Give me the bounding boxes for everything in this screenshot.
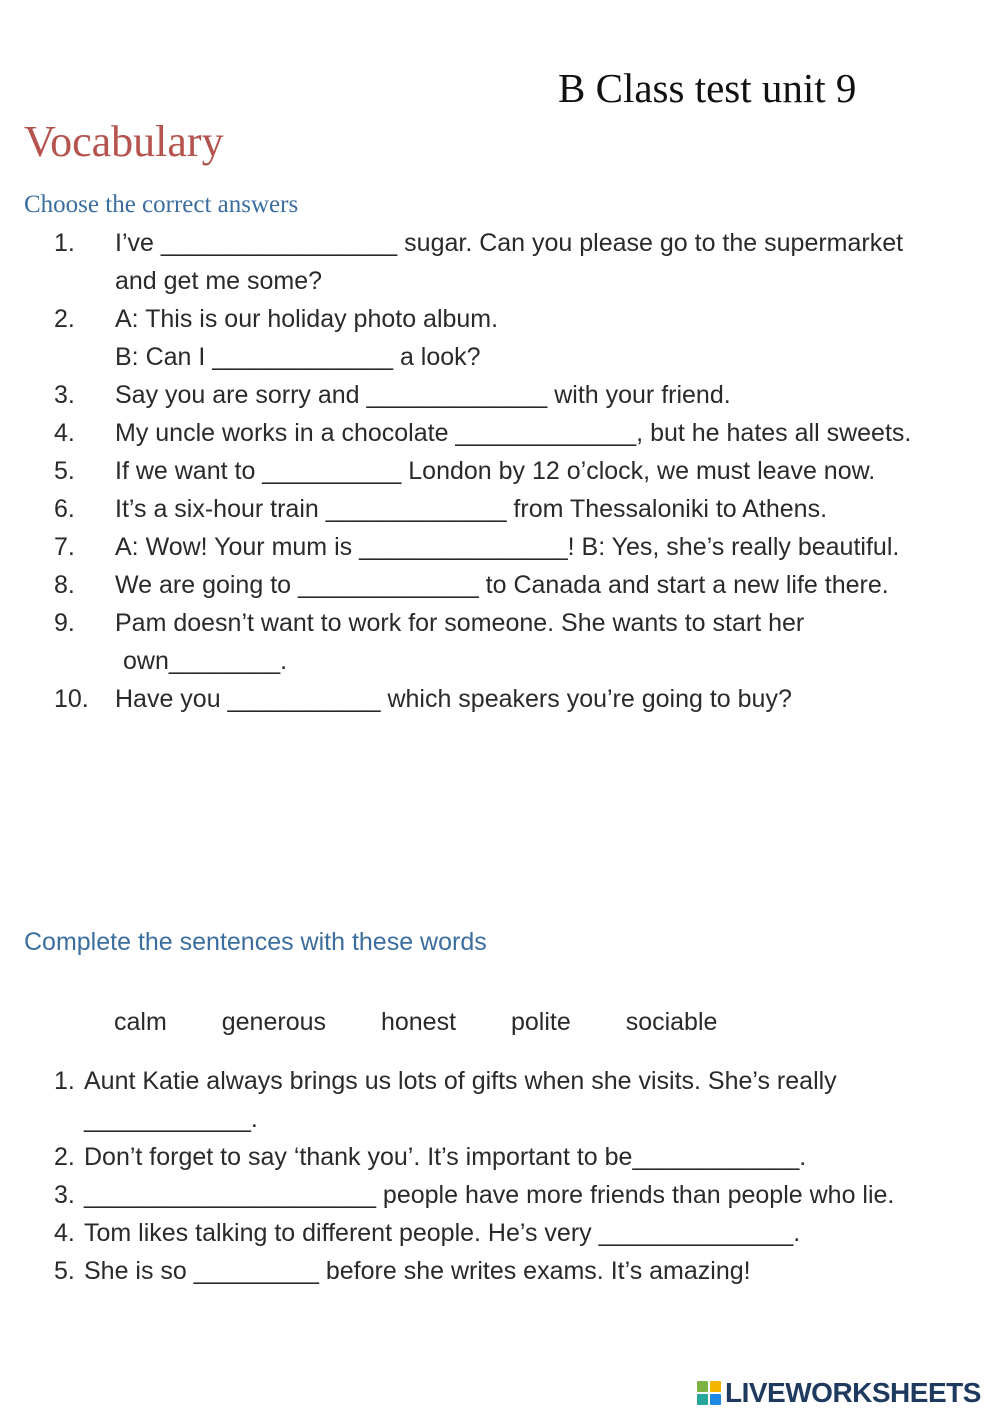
question-item — [0, 1138, 1000, 1176]
question-text[interactable]: We are going to _____________ to Canada and start a new life there. — [115, 571, 889, 599]
question-number: 6. — [54, 495, 75, 523]
question-item — [0, 528, 1000, 566]
question-item — [0, 1062, 1000, 1138]
question-text[interactable]: My uncle works in a chocolate _____________, but he hates all sweets. — [115, 419, 912, 447]
question-item — [0, 376, 1000, 414]
question-number: 9. — [54, 609, 75, 637]
question-item — [0, 452, 1000, 490]
question-item — [0, 1214, 1000, 1252]
word-bank — [114, 1008, 765, 1037]
section2-question-list — [0, 1062, 1000, 1290]
section2-instruction: Complete the sentences with these words — [24, 928, 487, 956]
page-title: B Class test unit 9 — [558, 65, 857, 111]
question-text[interactable]: If we want to __________ London by 12 o’clock, we must leave now. — [115, 457, 876, 485]
question-number: 3. — [54, 1181, 75, 1209]
question-item — [0, 604, 1000, 680]
question-text[interactable]: I’ve _________________ sugar. Can you please go to the supermarket and get me some? — [115, 229, 904, 295]
word-bank-item: calm — [114, 1008, 167, 1036]
question-text[interactable]: Aunt Katie always brings us lots of gifts when she visits. She’s really ____________. — [84, 1067, 837, 1133]
logo-square-icon — [710, 1394, 721, 1405]
question-text[interactable]: Tom likes talking to different people. He’s very ______________. — [84, 1219, 801, 1247]
word-bank-item: polite — [510, 1008, 571, 1036]
question-number: 3. — [54, 381, 75, 409]
question-text-line1: Pam doesn’t want to work for someone. She wants to start her — [115, 609, 805, 637]
question-text[interactable]: Don’t forget to say ‘thank you’. It’s important to be____________. — [84, 1143, 807, 1171]
logo-mark-icon — [697, 1381, 721, 1405]
question-number: 5. — [54, 1257, 75, 1285]
question-item — [0, 490, 1000, 528]
question-number: 4. — [54, 1219, 75, 1247]
word-bank-item: generous — [221, 1008, 326, 1036]
section1-instruction: Choose the correct answers — [24, 191, 299, 218]
question-item — [0, 414, 1000, 452]
question-number: 2. — [54, 1143, 75, 1171]
question-number: 1. — [54, 229, 75, 257]
section-heading: Vocabulary — [24, 117, 224, 166]
question-number: 5. — [54, 457, 75, 485]
word-bank-item: sociable — [625, 1008, 718, 1036]
word-bank-item: honest — [380, 1008, 457, 1036]
liveworksheets-logo[interactable] — [697, 1376, 993, 1410]
question-text[interactable]: Say you are sorry and _____________ with your friend. — [115, 381, 731, 409]
question-text[interactable]: A: Wow! Your mum is _______________! B: Yes, she’s really beautiful. — [115, 533, 900, 561]
logo-square-icon — [697, 1394, 708, 1405]
question-number: 8. — [54, 571, 75, 599]
question-text-line1: A: This is our holiday photo album. — [115, 305, 499, 333]
question-item — [0, 1252, 1000, 1290]
question-number: 4. — [54, 419, 75, 447]
question-number: 7. — [54, 533, 75, 561]
question-text-line2[interactable]: B: Can I _____________ a look? — [115, 343, 481, 371]
question-text-line2[interactable]: own________. — [123, 647, 288, 675]
question-number: 2. — [54, 305, 75, 333]
question-text[interactable]: _____________________ people have more friends than people who lie. — [84, 1181, 895, 1209]
question-text[interactable]: It’s a six-hour train _____________ from Thessaloniki to Athens. — [115, 495, 828, 523]
question-number: 1. — [54, 1067, 75, 1095]
question-item — [0, 680, 1000, 718]
question-text[interactable]: Have you ___________ which speakers you’re going to buy? — [115, 685, 792, 713]
logo-square-icon — [710, 1381, 721, 1392]
question-item — [0, 566, 1000, 604]
question-number: 10. — [54, 685, 89, 713]
question-text[interactable]: She is so _________ before she writes exams. It’s amazing! — [84, 1257, 751, 1285]
logo-square-icon — [697, 1381, 708, 1392]
question-item — [0, 224, 1000, 300]
brand-name: LIVEWORKSHEETS — [725, 1377, 981, 1408]
section1-question-list — [0, 224, 1000, 718]
question-item — [0, 300, 1000, 376]
question-item — [0, 1176, 1000, 1214]
